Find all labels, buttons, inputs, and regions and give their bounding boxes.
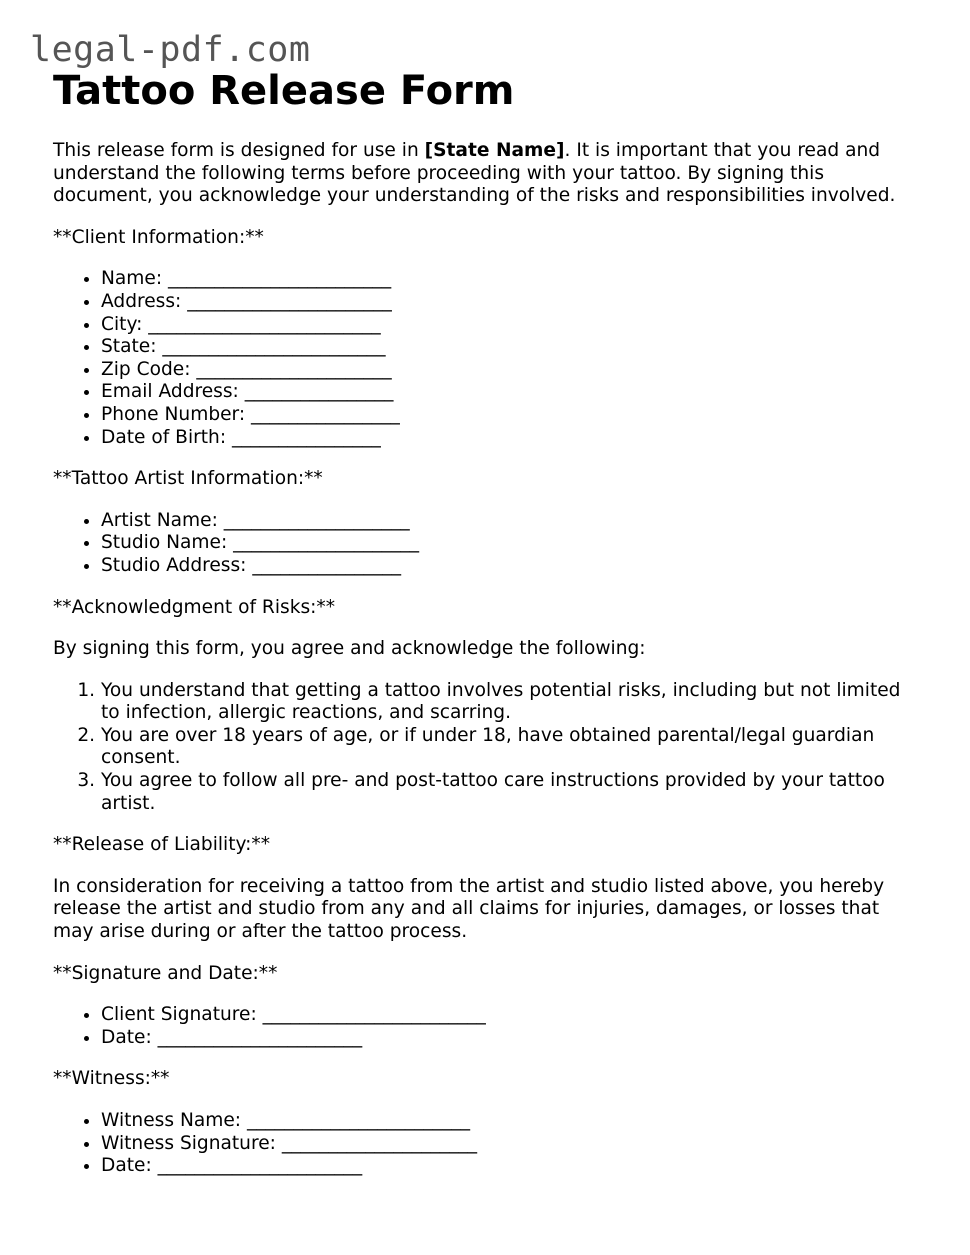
artist-info-heading: **Tattoo Artist Information:** <box>53 468 323 490</box>
risk-item: 1. You understand that getting a tattoo involves potential risks, including but not limited to infection, allergic reactions, and scarring. <box>101 680 923 725</box>
client-dob-field: • Date of Birth: ________________ <box>101 427 923 450</box>
liability-text: In consideration for receiving a tattoo from the artist and studio listed above, you hereby release the artist and studio from any and all claims for injuries, damages, or losses that may arise during or after the tattoo process. <box>53 875 885 943</box>
client-zip-field: • Zip Code: _____________________ <box>101 359 923 382</box>
signature-list <box>53 1004 923 1049</box>
artist-info-list <box>53 510 923 578</box>
client-phone-field: • Phone Number: ________________ <box>101 404 923 427</box>
state-name-placeholder: [State Name] <box>424 140 565 161</box>
page-title: Tattoo Release Form <box>53 68 515 114</box>
witness-signature-field: • Witness Signature: _____________________ <box>101 1133 923 1156</box>
intro-text-end: . It is important that you read and understand the following terms before proceeding with your tattoo. By signing this document, you acknowledge your understanding of the risks and responsibilities involved. <box>53 140 896 207</box>
risks-list <box>53 680 923 816</box>
studio-address-field: • Studio Address: ________________ <box>101 555 923 578</box>
witness-heading: **Witness:** <box>53 1068 170 1090</box>
client-city-field: • City: _________________________ <box>101 314 923 337</box>
risk-item: 2. You are over 18 years of age, or if under 18, have obtained parental/legal guardian consent. <box>101 725 923 770</box>
intro-paragraph <box>53 140 923 208</box>
client-address-field: • Address: ______________________ <box>101 291 923 314</box>
risks-lead: By signing this form, you agree and acknowledge the following: <box>53 638 646 660</box>
risks-heading: **Acknowledgment of Risks:** <box>53 596 336 618</box>
client-info-list <box>53 268 923 449</box>
client-date-field: • Date: ______________________ <box>101 1027 923 1050</box>
liability-heading: **Release of Liability:** <box>53 834 271 856</box>
client-info-heading: **Client Information:** <box>53 226 264 248</box>
client-email-field: • Email Address: ________________ <box>101 381 923 404</box>
studio-name-field: • Studio Name: ____________________ <box>101 532 923 555</box>
witness-name-field: • Witness Name: ________________________ <box>101 1110 923 1133</box>
artist-name-field: • Artist Name: ____________________ <box>101 510 923 533</box>
risk-item: 3. You agree to follow all pre- and post-tattoo care instructions provided by your tattoo artist. <box>101 770 923 815</box>
client-signature-field: • Client Signature: ________________________ <box>101 1004 923 1027</box>
watermark-logo: legal-pdf.com <box>30 30 311 70</box>
client-name-field: • Name: ________________________ <box>101 268 923 291</box>
witness-date-field: • Date: ______________________ <box>101 1155 923 1178</box>
intro-text-start: This release form is designed for use in <box>53 140 425 161</box>
signature-heading: **Signature and Date:** <box>53 962 278 984</box>
witness-list <box>53 1110 923 1178</box>
client-state-field: • State: ________________________ <box>101 336 923 359</box>
document-body <box>53 66 923 1197</box>
